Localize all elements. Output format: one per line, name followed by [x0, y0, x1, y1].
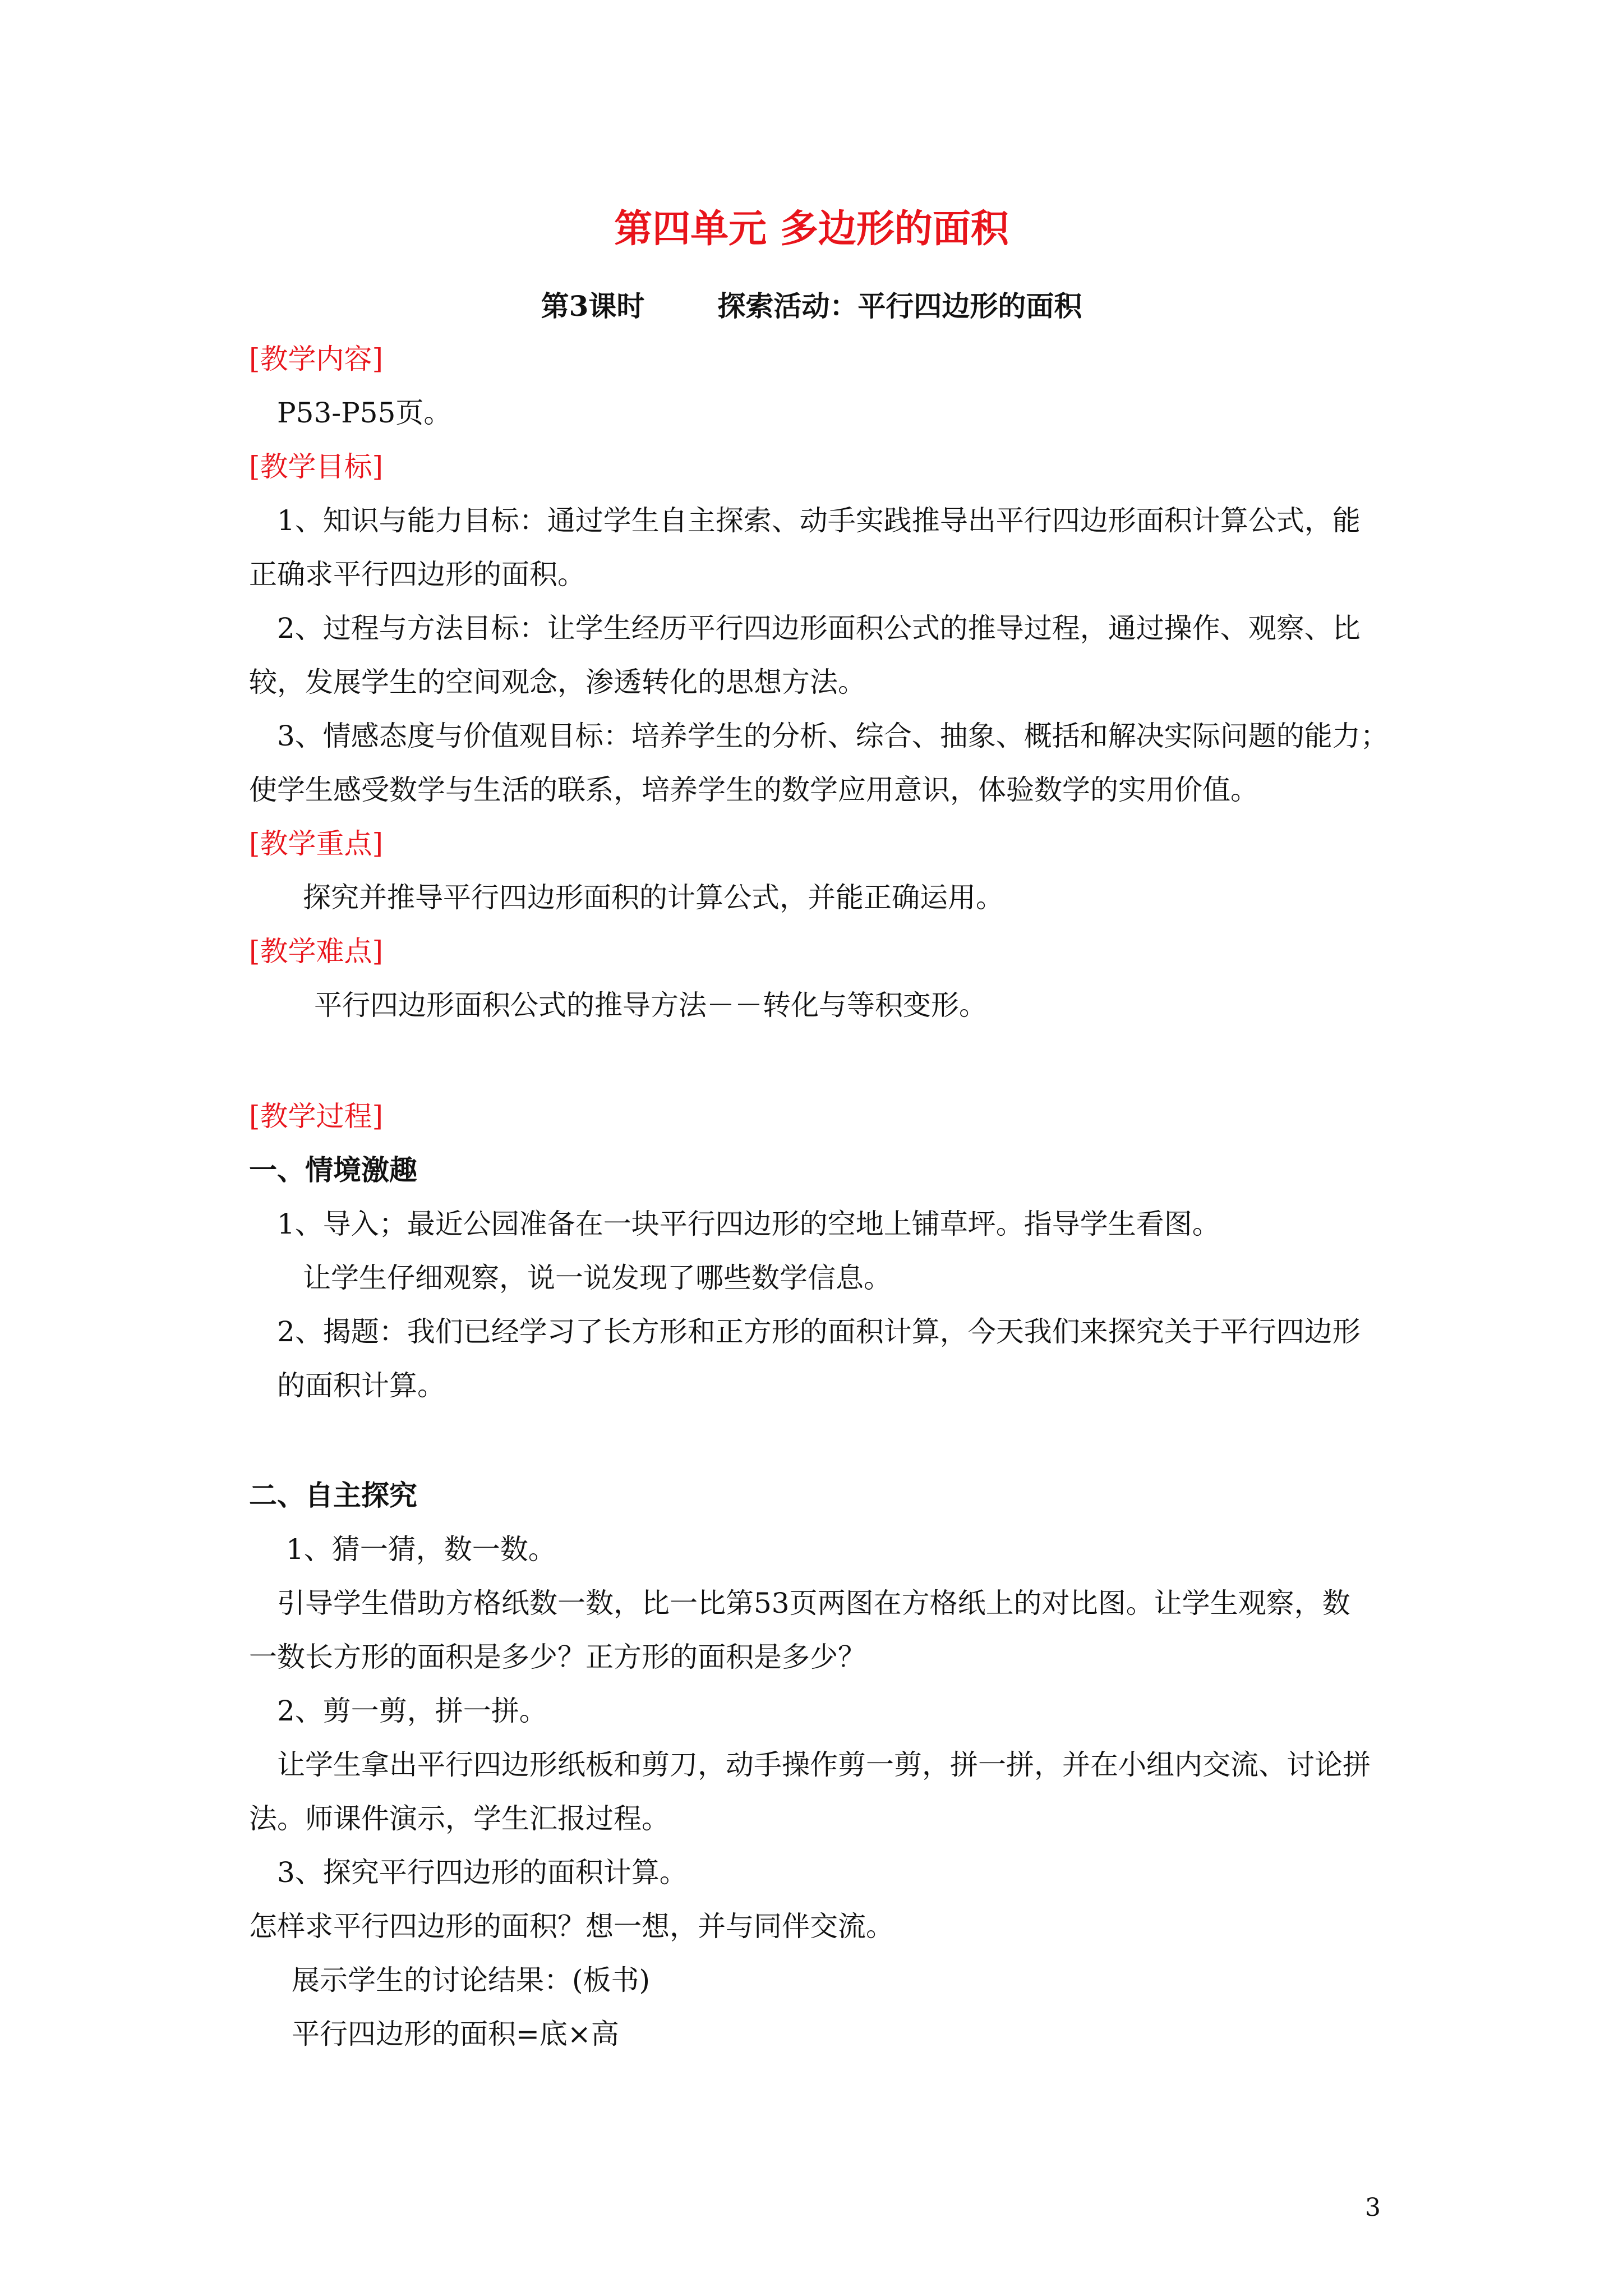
part1-item1-sub: 让学生仔细观察，说一说发现了哪些数学信息。	[303, 1262, 892, 1294]
lesson-number: 第3课时	[541, 289, 645, 323]
difficulty-text: 平行四边形面积公式的推导方法－－转化与等积变形。	[314, 989, 987, 1022]
key-text: 探究并推导平行四边形面积的计算公式，并能正确运用。	[303, 881, 1004, 914]
part2-item3: 3、探究平行四边形的面积计算。	[277, 1856, 688, 1889]
part1-item2-line1: 2、揭题：我们已经学习了长方形和正方形的面积计算，今天我们来探究关于平行四边形	[277, 1315, 1361, 1348]
content-text: P53-P55页。	[277, 397, 452, 429]
lesson-subtitle	[0, 289, 1623, 323]
part2-item3-formula: 平行四边形的面积=底×高	[292, 2018, 619, 2050]
part2-item1-text-line1: 引导学生借助方格纸数一数，比一比第53页两图在方格纸上的对比图。让学生观察，数	[277, 1587, 1350, 1619]
page-number: 3	[1365, 2193, 1381, 2222]
goal2-line2: 较，发展学生的空间观念，渗透转化的思想方法。	[249, 666, 866, 698]
part2-item3-question: 怎样求平行四边形的面积？想一想，并与同伴交流。	[249, 1910, 894, 1943]
lesson-topic: 探索活动：平行四边形的面积	[717, 289, 1082, 323]
goal3-line1: 3、情感态度与价值观目标：培养学生的分析、综合、抽象、概括和解决实际问题的能力；	[277, 720, 1389, 752]
goal2-line1: 2、过程与方法目标：让学生经历平行四边形面积公式的推导过程，通过操作、观察、比	[277, 612, 1361, 645]
process-heading: [教学过程]	[249, 1100, 384, 1133]
part2-item1: 1、猜一猜，数一数。	[286, 1533, 556, 1566]
part2-heading: 二、自主探究	[249, 1479, 417, 1512]
key-heading: [教学重点]	[249, 827, 384, 860]
goal1-line2: 正确求平行四边形的面积。	[249, 558, 585, 591]
part2-item2: 2、剪一剪，拼一拼。	[277, 1695, 547, 1727]
content-heading: [教学内容]	[249, 343, 384, 375]
part2-item2-text-line1: 让学生拿出平行四边形纸板和剪刀，动手操作剪一剪，拼一拼，并在小组内交流、讨论拼	[277, 1749, 1371, 1781]
part2-item1-text-line2: 一数长方形的面积是多少？正方形的面积是多少？	[249, 1641, 866, 1673]
goals-heading: [教学目标]	[249, 450, 384, 483]
part1-item1: 1、导入；最近公园准备在一块平行四边形的空地上铺草坪。指导学生看图。	[277, 1208, 1220, 1240]
part2-item2-text-line2: 法。师课件演示，学生汇报过程。	[249, 1802, 670, 1835]
part1-heading: 一、情境激趣	[249, 1153, 417, 1186]
goal3-line2: 使学生感受数学与生活的联系，培养学生的数学应用意识，体验数学的实用价值。	[249, 774, 1258, 806]
part1-item2-line2: 的面积计算。	[277, 1369, 445, 1402]
difficulty-heading: [教学难点]	[249, 935, 384, 968]
part2-item3-show: 展示学生的讨论结果：(板书)	[292, 1964, 651, 1996]
goal1-line1: 1、知识与能力目标：通过学生自主探索、动手实践推导出平行四边形面积计算公式，能	[277, 504, 1361, 537]
page-title: 第四单元 多边形的面积	[614, 206, 1009, 251]
